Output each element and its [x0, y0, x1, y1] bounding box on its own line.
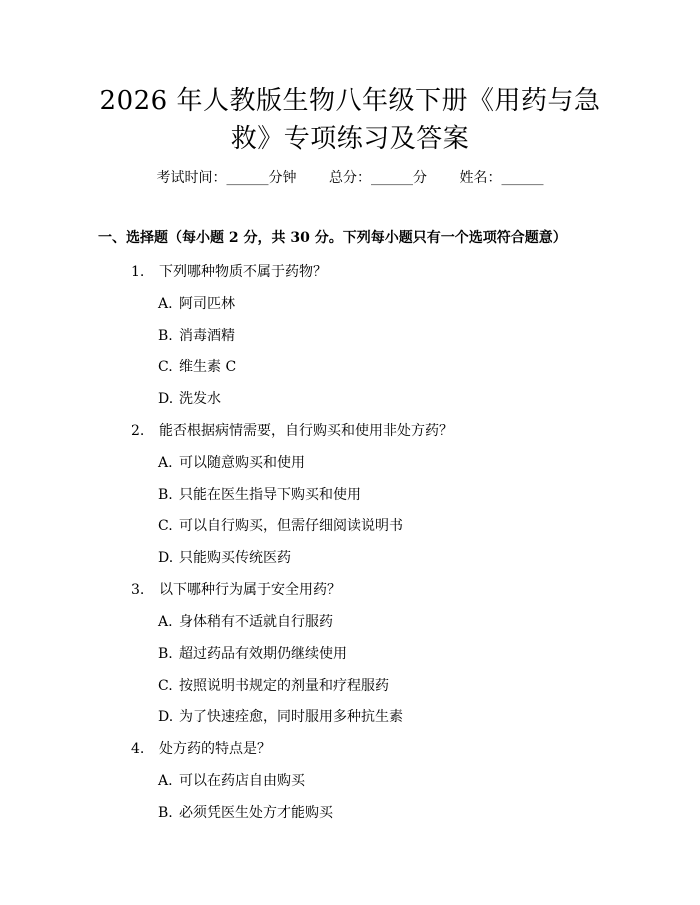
option-letter: A. [158, 773, 173, 789]
question-3-option-c [158, 676, 389, 696]
option-letter: D. [158, 550, 174, 566]
question-1-option-d [158, 389, 221, 409]
option-letter: D. [158, 391, 174, 407]
option-text: 为了快速痊愈，同时服用多种抗生素 [179, 709, 403, 725]
question-3 [131, 580, 341, 600]
question-2 [131, 421, 453, 441]
question-4 [131, 739, 271, 759]
option-text: 只能购买传统医药 [179, 550, 291, 566]
option-text: 可以自行购买，但需仔细阅读说明书 [179, 518, 403, 534]
option-text: 洗发水 [179, 391, 221, 407]
option-letter: B. [158, 487, 173, 503]
total-score: 总分：______分 [329, 170, 427, 186]
option-text: 消毒酒精 [179, 328, 235, 344]
question-2-option-c [158, 516, 403, 536]
question-2-option-a [158, 453, 305, 473]
question-2-option-d [158, 548, 291, 568]
page-title-line-2: 救》专项练习及答案 [230, 124, 470, 154]
option-letter: B. [158, 646, 173, 662]
option-letter: B. [158, 328, 173, 344]
question-number: 2. [131, 423, 145, 439]
option-letter: C. [158, 359, 173, 375]
question-number: 1. [131, 264, 145, 280]
option-text: 超过药品有效期仍继续使用 [179, 646, 347, 662]
question-1 [131, 262, 327, 282]
option-letter: A. [158, 296, 173, 312]
question-3-option-a [158, 612, 333, 632]
question-1-option-b [158, 326, 235, 346]
question-3-option-d [158, 707, 403, 727]
option-text: 阿司匹林 [179, 296, 235, 312]
question-3-option-b [158, 644, 347, 664]
option-letter: D. [158, 709, 174, 725]
question-1-option-a [158, 294, 235, 314]
question-4-option-a [158, 771, 305, 791]
question-text: 以下哪种行为属于安全用药？ [159, 582, 341, 598]
option-text: 必须凭医生处方才能购买 [179, 805, 333, 821]
question-text: 处方药的特点是？ [159, 741, 271, 757]
option-letter: C. [158, 678, 173, 694]
question-text: 能否根据病情需要，自行购买和使用非处方药？ [159, 423, 453, 439]
question-1-option-c [158, 357, 236, 377]
section-heading: 一、选择题（每小题 2 分，共 30 分。下列每小题只有一个选项符合题意） [98, 230, 567, 246]
option-letter: C. [158, 518, 173, 534]
option-text: 可以随意购买和使用 [179, 455, 305, 471]
page-title-line-1: 2026 年人教版生物八年级下册《用药与急 [99, 86, 601, 116]
option-text: 可以在药店自由购买 [179, 773, 305, 789]
exam-time: 考试时间：______分钟 [156, 170, 297, 186]
student-name: 姓名：______ [459, 170, 544, 186]
question-number: 3. [131, 582, 145, 598]
question-text: 下列哪种物质不属于药物？ [159, 264, 327, 280]
question-4-option-b [158, 803, 333, 823]
option-text: 维生素 C [179, 359, 237, 375]
option-letter: A. [158, 614, 173, 630]
option-text: 身体稍有不适就自行服药 [179, 614, 333, 630]
question-number: 4. [131, 741, 145, 757]
option-text: 按照说明书规定的剂量和疗程服药 [179, 678, 389, 694]
option-letter: A. [158, 455, 173, 471]
option-letter: B. [158, 805, 173, 821]
exam-info [0, 168, 700, 188]
question-2-option-b [158, 485, 361, 505]
option-text: 只能在医生指导下购买和使用 [179, 487, 361, 503]
